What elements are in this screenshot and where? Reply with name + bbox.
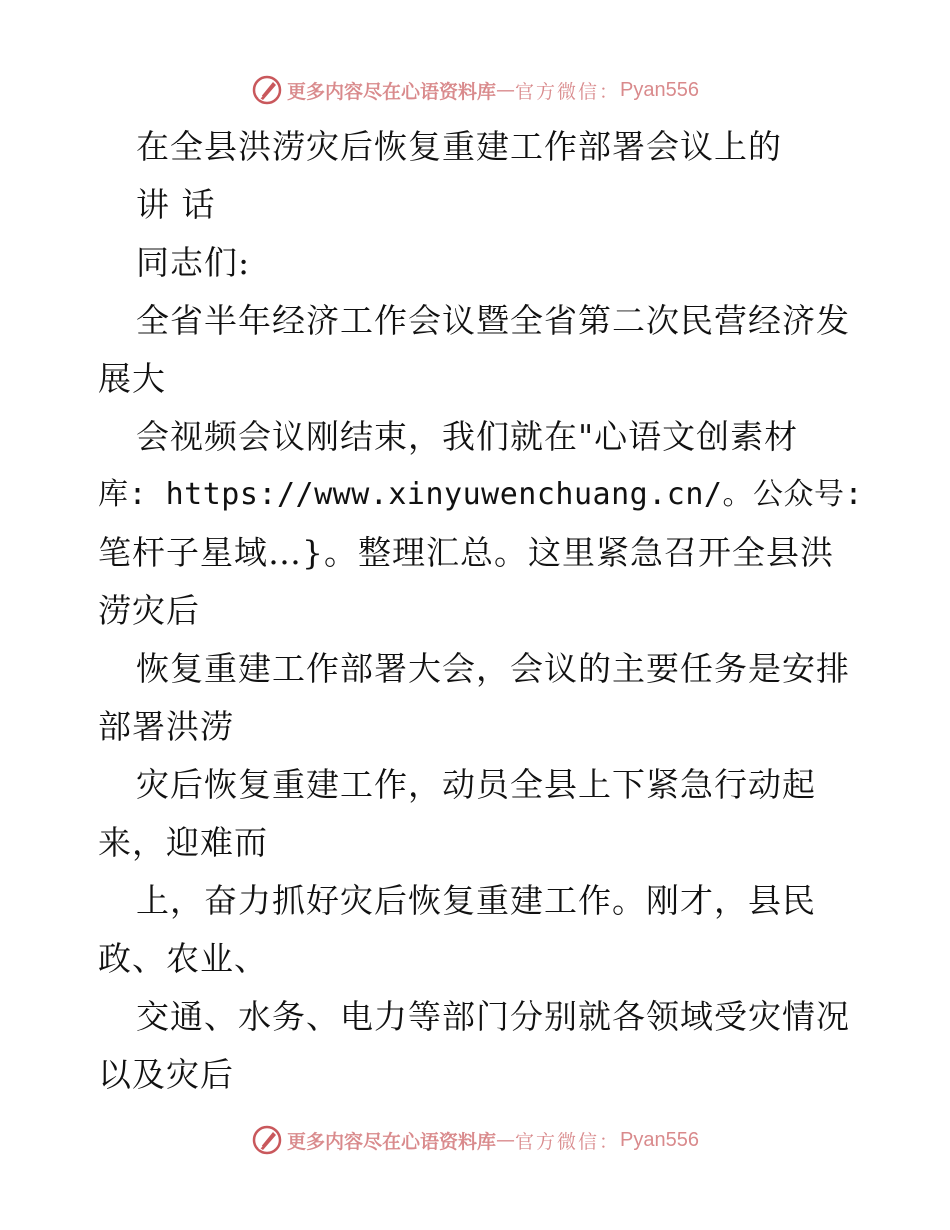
paragraph-line: 全省半年经济工作会议暨全省第二次民营经济发 xyxy=(136,301,850,340)
document-title-line-2: 讲 话 xyxy=(136,185,216,224)
banner-wechat-label: 官方微信： xyxy=(515,1130,621,1153)
quill-pen-logo-icon xyxy=(251,1124,283,1156)
paragraph-line: 灾后恢复重建工作，动员全县上下紧急行动起 xyxy=(136,765,816,804)
paragraph-line: 涝灾后 xyxy=(98,591,200,630)
banner-separator: — xyxy=(496,1129,516,1151)
paragraph-line: 部署洪涝 xyxy=(98,707,234,746)
banner-slogan: 更多内容尽在心语资料库 xyxy=(287,80,497,103)
paragraph-line: 来，迎难而 xyxy=(98,823,268,862)
paragraph-line: 展大 xyxy=(98,359,166,398)
paragraph-line: 恢复重建工作部署大会，会议的主要任务是安排 xyxy=(136,649,850,688)
banner-wechat-label: 官方微信： xyxy=(515,80,621,103)
banner-separator: — xyxy=(496,79,516,101)
quill-pen-logo-icon xyxy=(251,74,283,106)
document-title-line-1: 在全县洪涝灾后恢复重建工作部署会议上的 xyxy=(136,127,782,166)
banner-slogan: 更多内容尽在心语资料库 xyxy=(287,1130,497,1153)
header-banner xyxy=(0,70,950,110)
paragraph-line: 笔杆子星域…}。整理汇总。这里紧急召开全县洪 xyxy=(98,533,834,572)
paragraph-line-url: 库: https://www.xinyuwenchuang.cn/。公众号: xyxy=(98,477,864,512)
salutation: 同志们: xyxy=(136,243,251,282)
paragraph-line: 以及灾后 xyxy=(98,1055,234,1094)
paragraph-line: 政、农业、 xyxy=(98,939,268,978)
document-body xyxy=(98,118,864,1104)
paragraph-line: 交通、水务、电力等部门分别就各领域受灾情况 xyxy=(136,997,850,1036)
paragraph-line: 会视频会议刚结束，我们就在"心语文创素材 xyxy=(136,417,799,456)
banner-wechat-id: Pyan556 xyxy=(620,1128,699,1151)
banner-wechat-id: Pyan556 xyxy=(620,78,699,101)
footer-banner xyxy=(0,1120,950,1160)
paragraph-line: 上，奋力抓好灾后恢复重建工作。刚才，县民 xyxy=(136,881,816,920)
